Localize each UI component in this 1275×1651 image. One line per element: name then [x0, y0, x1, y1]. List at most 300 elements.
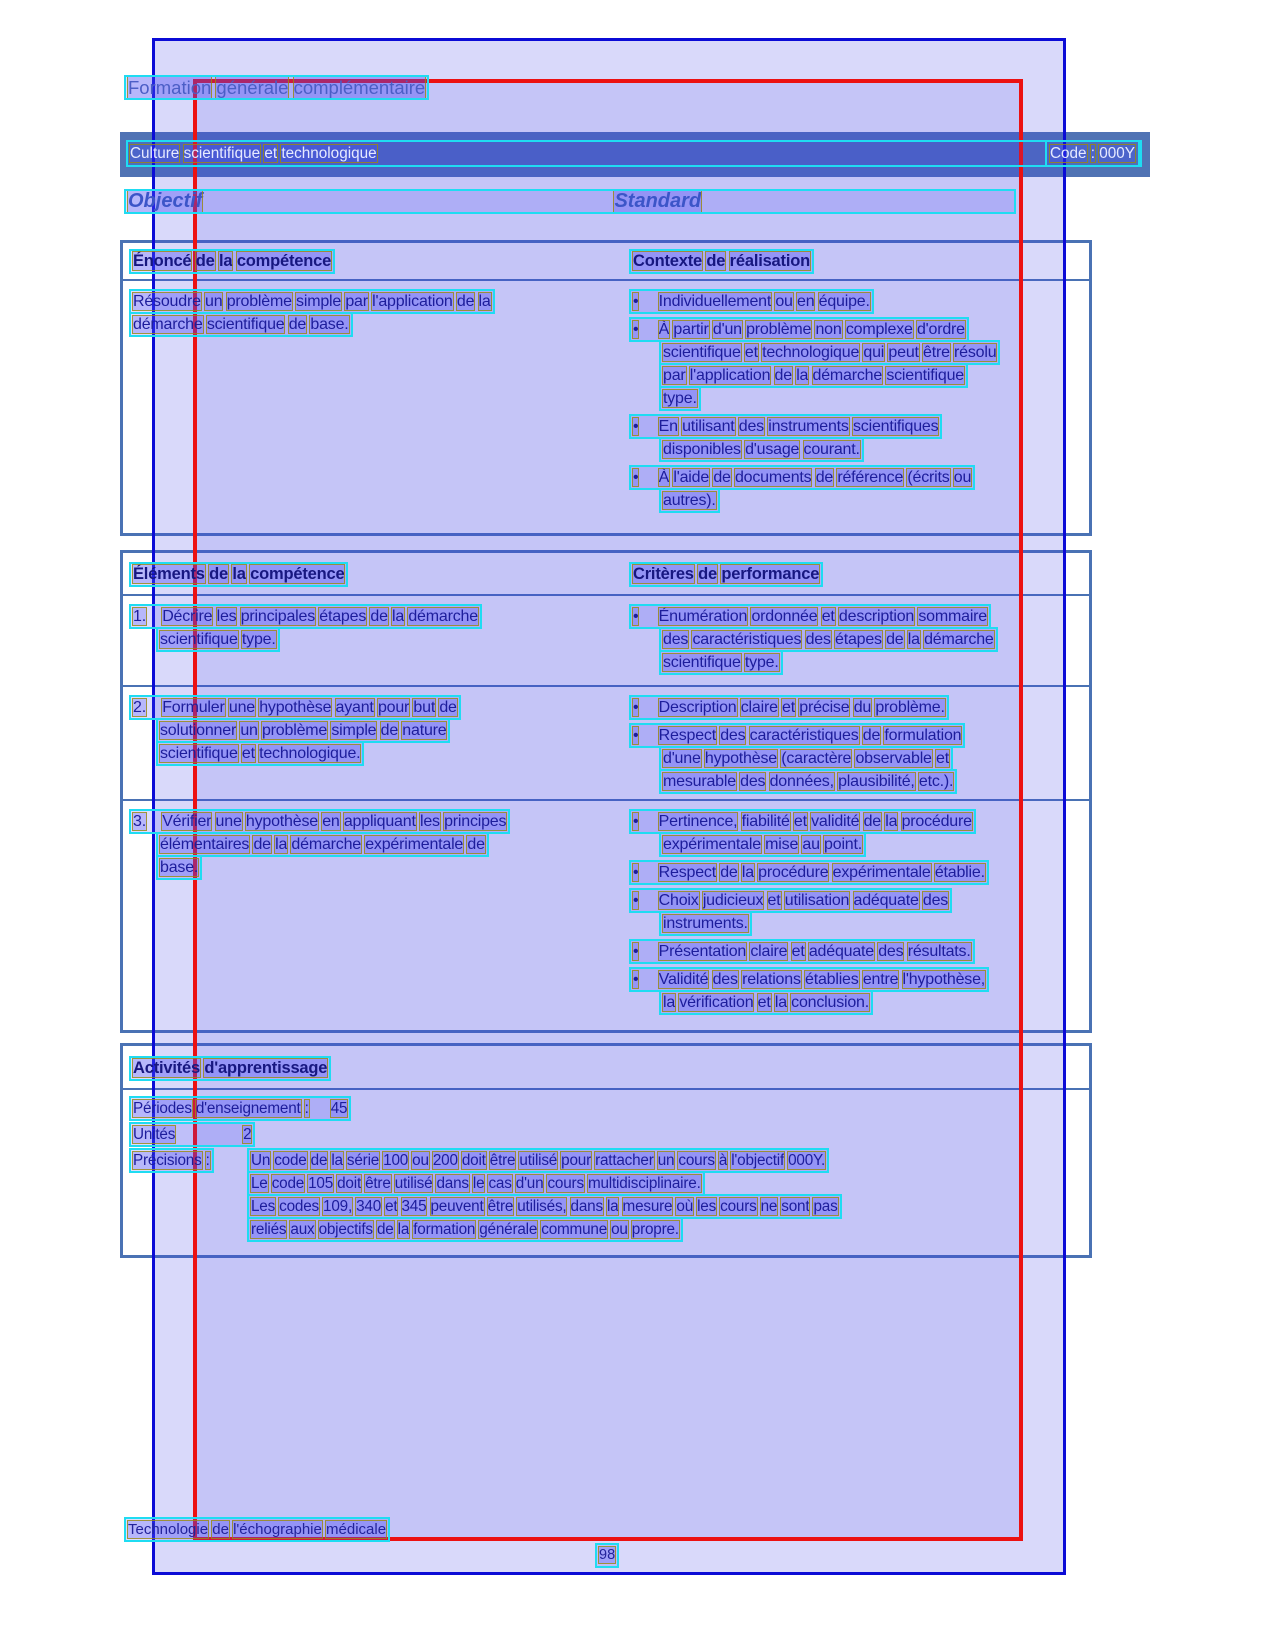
- ocr-line: [661, 388, 699, 409]
- ocr-word: établies: [805, 971, 859, 988]
- ocr-word: pas: [813, 1198, 838, 1215]
- ocr-word: hypothèse: [245, 813, 318, 830]
- ocr-word: un: [240, 722, 258, 739]
- ocr-word: ou: [953, 469, 972, 486]
- ocr-word: technologique: [281, 145, 377, 162]
- ocr-word: aux: [290, 1221, 315, 1238]
- ocr-word: nature: [402, 722, 447, 739]
- footer-program: [126, 1519, 388, 1542]
- ocr-word: objectifs: [318, 1221, 373, 1238]
- ocr-word: complémentaire: [293, 77, 426, 98]
- ocr-word: par: [345, 293, 368, 310]
- ocr-line: [131, 606, 480, 627]
- ocr-word: et: [936, 750, 949, 767]
- ocr-word: scientifique: [206, 316, 285, 333]
- ocr-word: scientifique: [160, 631, 238, 648]
- ocr-word: et: [385, 1198, 398, 1215]
- ocr-word: référence: [837, 469, 904, 486]
- ocr-word: la: [392, 608, 405, 625]
- ocr-word: Validité: [658, 971, 709, 988]
- ocr-line: [131, 697, 459, 718]
- ocr-word: de: [467, 836, 485, 853]
- ocr-line: [661, 652, 781, 673]
- ocr-word: la: [907, 631, 920, 648]
- ocr-word: entre: [862, 971, 899, 988]
- ocr-word: hypothèse: [259, 699, 332, 716]
- ocr-word: À: [658, 469, 670, 486]
- ocr-word: adéquate: [808, 943, 874, 960]
- ocr-word: être: [365, 1175, 391, 1192]
- ocr-word: série: [346, 1152, 380, 1169]
- bullet-icon: •: [633, 943, 639, 960]
- ocr-word: formulation: [884, 727, 962, 744]
- ocr-line: [631, 862, 987, 883]
- ocr-word: de: [713, 469, 731, 486]
- ocr-word: où: [676, 1198, 694, 1215]
- ocr-word: la: [275, 836, 288, 853]
- ocr-word: point.: [824, 836, 862, 853]
- ocr-word: simple: [331, 722, 377, 739]
- ocr-word: la: [219, 252, 233, 270]
- bullet-icon: •: [633, 813, 639, 830]
- ocr-word: relations: [742, 971, 801, 988]
- bullet-icon: •: [633, 864, 639, 881]
- ocr-word: de: [380, 722, 399, 739]
- ocr-word: À: [658, 321, 670, 338]
- ocr-word: 000Y: [1099, 145, 1135, 162]
- ocr-word: compétence: [236, 252, 332, 270]
- bullet-icon: •: [633, 971, 639, 988]
- ocr-word: un: [657, 1152, 675, 1169]
- ocr-word: documents: [734, 469, 812, 486]
- ocr-word: en: [797, 293, 815, 310]
- ocr-line: [631, 697, 947, 718]
- ocr-line: [661, 439, 862, 460]
- bullet-icon: •: [633, 418, 639, 435]
- ocr-word: doit: [461, 1152, 486, 1169]
- ocr-word: étapes: [835, 631, 882, 648]
- ocr-word: 000Y.: [788, 1152, 826, 1169]
- ocr-word: la: [606, 1198, 619, 1215]
- ocr-word: compétence: [250, 565, 345, 583]
- ocr-word: à: [718, 1152, 728, 1169]
- ocr-word: la: [331, 1152, 343, 1169]
- ocr-word: utilisé: [519, 1152, 558, 1169]
- ocr-line: [631, 416, 940, 437]
- ocr-line: [158, 629, 278, 650]
- ocr-word: de: [288, 316, 307, 333]
- ocr-line: [126, 1519, 388, 1540]
- ocr-word: de: [370, 608, 388, 625]
- ocr-word: rattacher: [595, 1152, 654, 1169]
- ocr-word: médicale: [326, 1521, 387, 1538]
- ocr-word: Description: [658, 699, 737, 716]
- ocr-line: [661, 992, 871, 1013]
- ocr-word: la: [774, 994, 787, 1011]
- ocr-word: et: [767, 892, 781, 909]
- ocr-word: Un: [251, 1152, 271, 1169]
- ocr-word: du: [853, 699, 872, 716]
- ocr-line: [631, 969, 987, 990]
- ocr-line: [126, 77, 427, 98]
- ocr-word: et: [793, 813, 807, 830]
- ocr-word: au: [802, 836, 820, 853]
- ocr-word: Formuler: [162, 699, 225, 716]
- ocr-line: [661, 834, 864, 855]
- ocr-word: Les: [251, 1198, 276, 1215]
- ocr-word: d'une: [663, 750, 701, 767]
- ocr-word: principales: [240, 608, 316, 625]
- ocr-word: l'application: [689, 367, 771, 384]
- unites-spacer: [175, 1138, 243, 1139]
- ocr-word: scientifiques: [852, 418, 939, 435]
- standard-heading: Standard: [614, 190, 702, 212]
- ocr-line: [631, 291, 872, 312]
- ocr-word: En: [658, 418, 678, 435]
- ocr-word: (écrits: [907, 469, 950, 486]
- ocr-word: code: [274, 1152, 307, 1169]
- ocr-word: conclusion.: [791, 994, 870, 1011]
- ocr-word: étapes: [319, 608, 367, 625]
- ocr-word: utilisé: [394, 1175, 433, 1192]
- ocr-word: technologique: [762, 344, 860, 361]
- ocr-word: l'aide: [673, 469, 710, 486]
- ocr-word: problème: [226, 293, 292, 310]
- ocr-line: [661, 771, 955, 792]
- ocr-word: procédure: [901, 813, 972, 830]
- ocr-line: [249, 1196, 840, 1217]
- ocr-word: validité: [811, 813, 860, 830]
- ocr-word: ordonnée: [751, 608, 818, 625]
- ocr-word: de: [862, 727, 881, 744]
- ocr-word: plausibilité,: [838, 773, 915, 790]
- ocr-word: de: [706, 252, 726, 270]
- ocr-word: commune: [541, 1221, 608, 1238]
- item-marker: 1.: [133, 608, 146, 625]
- ocr-line: [131, 314, 351, 335]
- ocr-word: ou: [775, 293, 793, 310]
- page-number: [597, 1545, 617, 1568]
- ocr-line: [631, 725, 963, 746]
- ocr-word: et: [791, 943, 805, 960]
- ocr-word: disponibles: [663, 441, 741, 458]
- objectif-heading: Objectif: [128, 190, 203, 212]
- ocr-word: mesurable: [663, 773, 736, 790]
- ocr-line: [131, 291, 493, 312]
- ocr-word: des: [663, 631, 689, 648]
- ocr-word: cours: [678, 1152, 715, 1169]
- ocr-word: de: [195, 252, 215, 270]
- ocr-word: 109,: [323, 1198, 353, 1215]
- ocr-word: problème.: [875, 699, 945, 716]
- ocr-word: en: [322, 813, 340, 830]
- ocr-word: de: [310, 1152, 328, 1169]
- ocr-word: Décrire: [162, 608, 213, 625]
- ocr-word: cours: [720, 1198, 757, 1215]
- ocr-word: des: [805, 631, 831, 648]
- ocr-word: Choix: [658, 892, 699, 909]
- ocr-word: type.: [663, 390, 697, 407]
- ocr-line: [249, 1150, 827, 1171]
- ocr-word: l'hypothèse,: [902, 971, 986, 988]
- ocr-line: [131, 1124, 253, 1145]
- ocr-word: partir: [673, 321, 709, 338]
- ocr-word: la: [741, 864, 754, 881]
- ocr-word: solutionner: [160, 722, 237, 739]
- ocr-line: [661, 342, 998, 363]
- ocr-word: 98: [599, 1547, 616, 1563]
- ocr-word: Technologie: [128, 1521, 209, 1538]
- ocr-word: une: [215, 813, 242, 830]
- ocr-word: scientifique: [663, 344, 741, 361]
- ocr-word: peuvent: [430, 1198, 484, 1215]
- ocr-word: cours: [547, 1175, 584, 1192]
- bar-code: [1047, 142, 1138, 165]
- bullet-icon: •: [633, 608, 639, 625]
- ocr-word: claire: [750, 943, 788, 960]
- ocr-word: Respect: [658, 864, 716, 881]
- ocr-word: mesure: [622, 1198, 673, 1215]
- bullet-icon: •: [633, 321, 639, 338]
- ocr-word: pour: [561, 1152, 591, 1169]
- ocr-line: [249, 1173, 703, 1194]
- ocr-word: de: [815, 469, 834, 486]
- bullet-icon: •: [633, 892, 639, 909]
- ocr-word: la: [885, 813, 898, 830]
- bullet-icon: •: [633, 469, 639, 486]
- ocr-word: démarche: [924, 631, 994, 648]
- ocr-word: scientifique: [663, 654, 741, 671]
- ocr-word: démarche: [408, 608, 478, 625]
- ocr-line: [631, 606, 989, 627]
- objectif-standard-heading: [126, 191, 1014, 212]
- ocr-word: dans: [570, 1198, 603, 1215]
- ocr-word: de: [253, 836, 271, 853]
- ocr-word: générale: [479, 1221, 538, 1238]
- ocr-word: description: [838, 608, 915, 625]
- ocr-word: d'enseignement: [195, 1100, 301, 1117]
- ocr-word: Présentation: [658, 943, 747, 960]
- ocr-word: de: [209, 565, 229, 583]
- ocr-word: réalisation: [729, 252, 810, 270]
- ocr-word: claire: [740, 699, 778, 716]
- col-header-elements: [131, 564, 346, 585]
- ocr-word: la: [397, 1221, 410, 1238]
- ocr-word: Culture: [130, 145, 180, 162]
- ocr-word: des: [878, 943, 904, 960]
- ocr-word: utilisation: [784, 892, 850, 909]
- ocr-word: la: [663, 994, 676, 1011]
- ocr-word: instruments.: [663, 915, 748, 932]
- ocr-word: procédure: [758, 864, 829, 881]
- ocr-word: non: [815, 321, 842, 338]
- ocr-word: cas: [488, 1175, 512, 1192]
- ocr-line: [661, 490, 718, 511]
- ocr-word: code: [271, 1175, 305, 1192]
- ocr-line: [158, 743, 362, 764]
- ocr-word: multidisciplinaire.: [587, 1175, 701, 1192]
- ocr-word: de: [698, 565, 718, 583]
- ocr-word: scientifique: [183, 145, 261, 162]
- ocr-word: dans: [436, 1175, 469, 1192]
- ocr-word: démarche: [812, 367, 883, 384]
- ocr-word: :: [304, 1100, 309, 1117]
- ocr-word: appliquant: [343, 813, 416, 830]
- ocr-line: [249, 1219, 681, 1240]
- periodes-value: 45: [330, 1100, 348, 1117]
- ocr-word: de: [886, 631, 904, 648]
- ocr-word: démarche: [133, 316, 203, 333]
- ocr-word: performance: [721, 565, 820, 583]
- ocr-word: vérification: [679, 994, 754, 1011]
- ocr-word: Pertinence,: [658, 813, 738, 830]
- ocr-word: d'usage: [745, 441, 800, 458]
- ocr-word: l'échographie: [233, 1521, 322, 1538]
- ocr-word: base.: [160, 859, 199, 876]
- ocr-word: résolu: [954, 344, 997, 361]
- item-marker: 2.: [133, 699, 146, 716]
- col-header-contexte: [631, 251, 812, 272]
- ocr-line: [661, 629, 996, 650]
- ocr-word: ayant: [335, 699, 374, 716]
- ocr-line: [631, 890, 950, 911]
- ocr-word: sommaire: [918, 608, 987, 625]
- ocr-word: pour: [377, 699, 410, 716]
- unites-value: 2: [243, 1126, 252, 1143]
- ocr-line: [131, 811, 508, 832]
- ocr-word: d'un: [712, 321, 742, 338]
- ocr-word: établie.: [934, 864, 985, 881]
- col-header-criteres: [631, 564, 821, 585]
- ocr-word: Critères: [633, 565, 694, 583]
- ocr-word: d'apprentissage: [204, 1059, 328, 1077]
- ocr-word: :: [1090, 145, 1096, 162]
- ocr-word: Contexte: [633, 252, 702, 270]
- ocr-word: ou: [611, 1221, 628, 1238]
- ocr-word: technologique.: [259, 745, 361, 762]
- ocr-word: base.: [310, 316, 349, 333]
- header-note: [126, 77, 427, 100]
- ocr-word: judicieux: [702, 892, 764, 909]
- ocr-word: de: [774, 367, 792, 384]
- ocr-word: instruments: [768, 418, 849, 435]
- ocr-word: complexe: [845, 321, 913, 338]
- ocr-word: problème: [746, 321, 812, 338]
- ocr-word: mise: [765, 836, 799, 853]
- ocr-word: 200: [432, 1152, 458, 1169]
- ocr-line: [631, 811, 974, 832]
- ocr-word: scientifique: [160, 745, 238, 762]
- ocr-line: [158, 834, 487, 855]
- unites-label: [133, 1126, 175, 1143]
- ocr-word: par: [663, 367, 686, 384]
- ocr-word: et: [757, 994, 771, 1011]
- ocr-word: et: [241, 745, 255, 762]
- ocr-line: [158, 720, 448, 741]
- ocr-word: des: [740, 773, 766, 790]
- ocr-word: Code: [1049, 145, 1087, 162]
- ocr-word: ou: [412, 1152, 429, 1169]
- ocr-word: les: [216, 608, 237, 625]
- bar-title: [130, 143, 377, 164]
- ocr-word: données,: [769, 773, 834, 790]
- section-bar-line: [128, 142, 1140, 165]
- ocr-word: d'un: [515, 1175, 544, 1192]
- ocr-word: 340: [356, 1198, 382, 1215]
- ocr-word: équipe.: [818, 293, 870, 310]
- ocr-word: 105: [308, 1175, 334, 1192]
- ocr-word: d'ordre: [916, 321, 965, 338]
- ocr-word: hypothèse: [704, 750, 777, 767]
- ocr-word: le: [472, 1175, 485, 1192]
- ocr-word: etc.).: [918, 773, 954, 790]
- ocr-word: Le: [251, 1175, 268, 1192]
- ocr-word: utilisés,: [517, 1198, 567, 1215]
- ocr-word: expérimentale: [832, 864, 931, 881]
- ocr-word: Individuellement: [658, 293, 772, 310]
- ocr-word: être: [487, 1198, 514, 1215]
- ocr-word: propre.: [631, 1221, 679, 1238]
- ocr-word: de: [720, 864, 738, 881]
- ocr-word: la: [478, 293, 491, 310]
- ocr-word: formation: [413, 1221, 476, 1238]
- ocr-line: [661, 748, 951, 769]
- ocr-word: précise: [799, 699, 850, 716]
- ocr-word: une: [228, 699, 255, 716]
- ocr-word: un: [205, 293, 223, 310]
- ocr-word: Énumération: [658, 608, 748, 625]
- ocr-word: codes: [279, 1198, 319, 1215]
- precisions-label: [131, 1150, 212, 1171]
- ocr-word: expérimentale: [365, 836, 464, 853]
- periodes-label: [133, 1100, 309, 1117]
- ocr-word: reliés: [251, 1221, 287, 1238]
- ocr-word: sont: [781, 1198, 810, 1215]
- ocr-word: type.: [744, 654, 779, 671]
- ocr-word: but: [413, 699, 436, 716]
- ocr-word: les: [697, 1198, 717, 1215]
- ocr-word: élémentaires: [160, 836, 250, 853]
- ocr-word: 100: [383, 1152, 409, 1169]
- bullet-icon: •: [633, 727, 639, 744]
- ocr-word: peut: [888, 344, 919, 361]
- ocr-word: de: [456, 293, 475, 310]
- ocr-word: et: [821, 608, 835, 625]
- ocr-word: l'application: [372, 293, 453, 310]
- ocr-word: Précisions: [133, 1152, 202, 1169]
- ocr-word: doit: [337, 1175, 361, 1192]
- ocr-line: [597, 1545, 617, 1566]
- ocr-line: [661, 913, 750, 934]
- ocr-word: Formation: [128, 77, 212, 98]
- ocr-word: adéquate: [853, 892, 919, 909]
- ocr-word: Respect: [658, 727, 716, 744]
- ocr-word: type.: [241, 631, 276, 648]
- ocr-word: la: [796, 367, 809, 384]
- ocr-word: des: [922, 892, 949, 909]
- ocr-word: observable: [855, 750, 932, 767]
- ocr-word: ne: [760, 1198, 778, 1215]
- ocr-word: de: [863, 813, 881, 830]
- ocr-word: des: [738, 418, 764, 435]
- ocr-word: la: [232, 565, 246, 583]
- ocr-word: Vérifier: [162, 813, 212, 830]
- ocr-line: [158, 857, 200, 878]
- ocr-word: des: [712, 971, 738, 988]
- heading-spacer: [202, 206, 614, 207]
- ocr-word: démarche: [291, 836, 361, 853]
- ocr-word: Activités: [133, 1059, 200, 1077]
